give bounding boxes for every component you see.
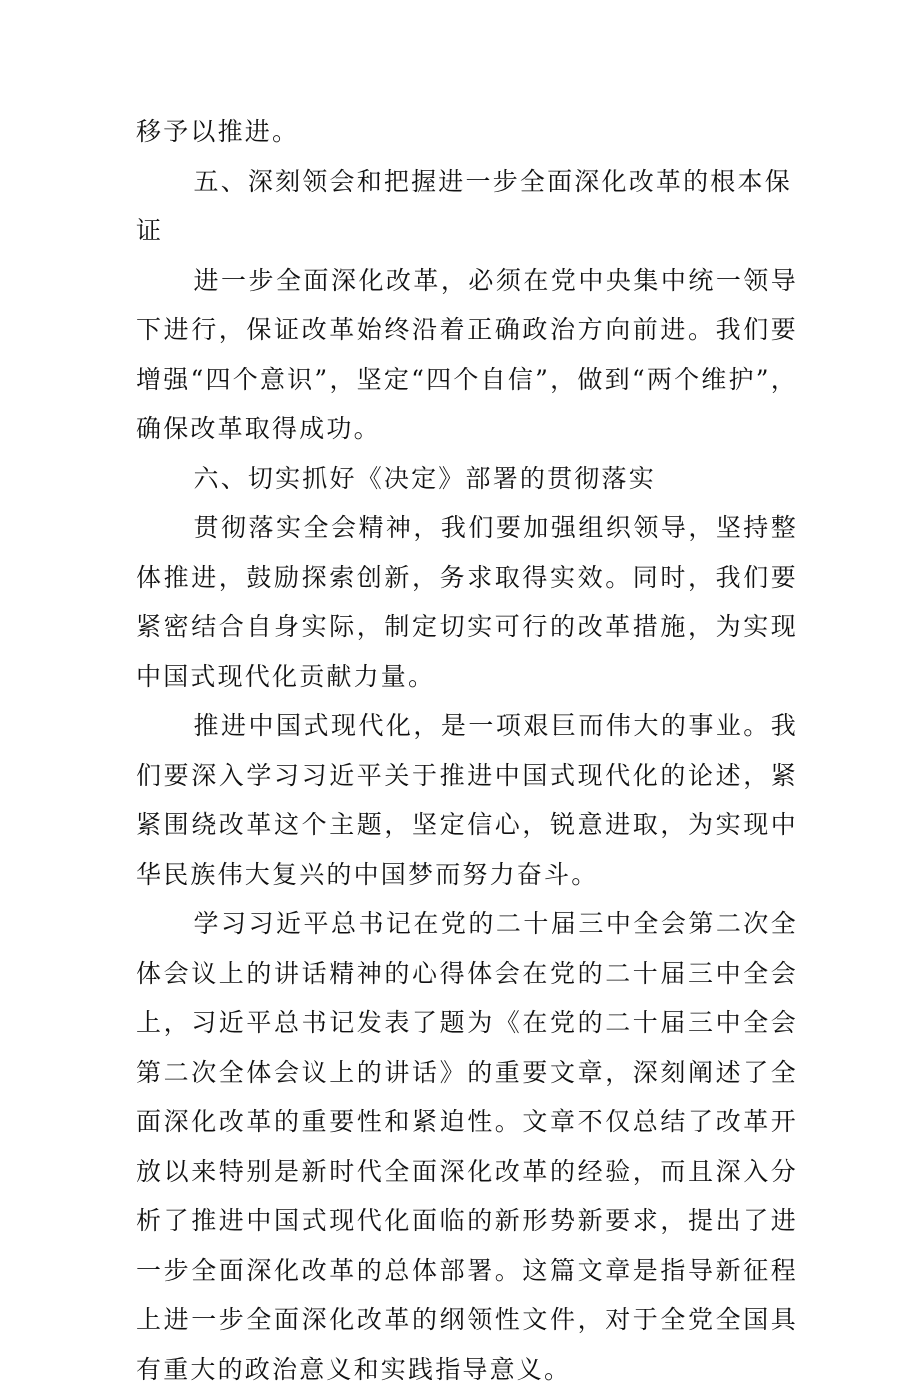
body-paragraph: 贯彻落实全会精神，我们要加强组织领导，坚持整体推进，鼓励探索创新，务求取得实效。同时，我们要紧密结合自身实际，制定切实可行的改革措施，为实现中国式现代化贡献力量。 — [136, 513, 798, 691]
body-paragraph: 进一步全面深化改革，必须在党中央集中统一领导下进行，保证改革始终沿着正确政治方向前进。我们要增强“四个意识”，坚定“四个自信”，做到“两个维护”，确保改革取得成功。 — [136, 265, 798, 443]
continuation-paragraph: 移予以推进。 — [136, 117, 300, 146]
section-heading-six: 六、切实抓好《决定》部署的贯彻落实 — [193, 463, 656, 493]
body-paragraph: 推进中国式现代化，是一项艰巨而伟大的事业。我们要深入学习习近平关于推进中国式现代化的论述，紧紧围绕改革这个主题，坚定信心，锐意进取，为实现中华民族伟大复兴的中国梦而努力奋斗。 — [136, 711, 798, 889]
body-paragraph: 学习习近平总书记在党的二十届三中全会第二次全体会议上的讲话精神的心得体会在党的二十届三中全会上，习近平总书记发表了题为《在党的二十届三中全会第二次全体会议上的讲话》的重要文章，深刻阐述了全面深化改革的重要性和紧迫性。文章不仅总结了改革开放以来特别是新时代全面深化改革的经验，而且深入分析了推进中国式现代化面临的新形势新要求，提出了进一步全面深化改革的总体部署。这篇文章是指导新征程上进一步全面深化改革的纲领性文件，对于全党全国具有重大的政治意义和实践指导意义。 — [136, 909, 798, 1384]
section-heading-five: 五、深刻领会和把握进一步全面深化改革的根本保证 — [136, 166, 792, 245]
